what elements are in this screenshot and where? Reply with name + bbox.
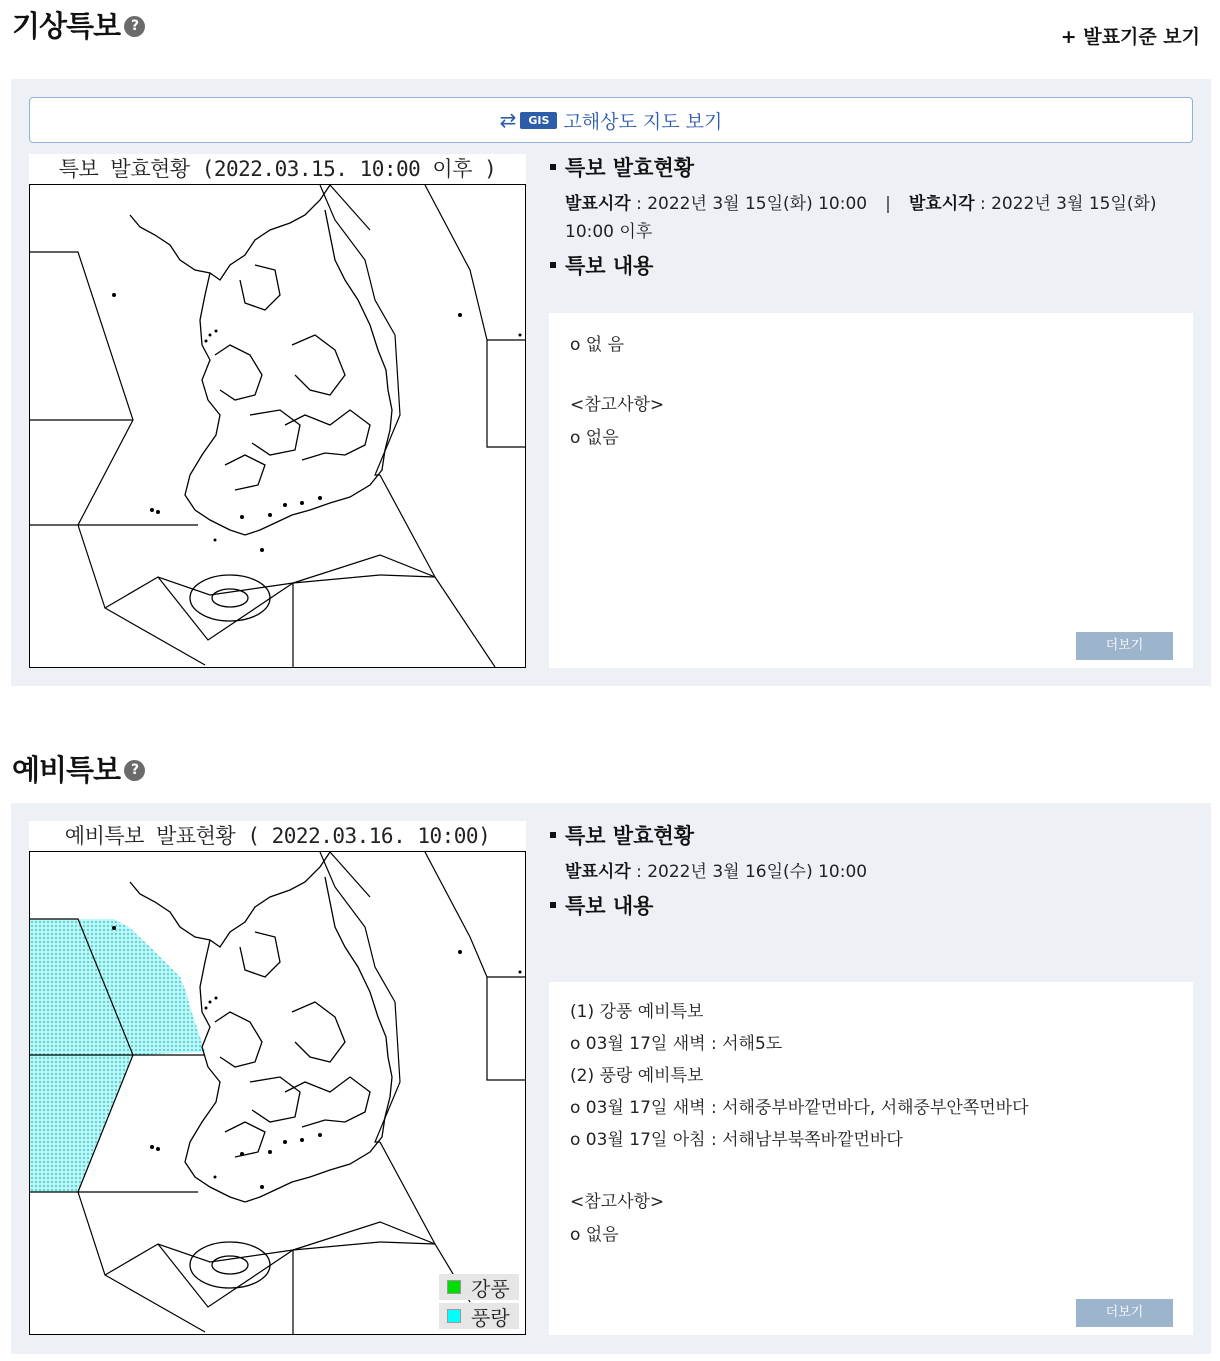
map-frame[interactable] bbox=[29, 851, 526, 1335]
status-heading-text: 특보 발효현황 bbox=[565, 824, 695, 848]
preliminary-warning-title bbox=[12, 748, 145, 789]
content-heading bbox=[549, 250, 1193, 280]
times-row bbox=[565, 858, 1193, 886]
more-button[interactable]: 더보기 bbox=[1076, 1299, 1173, 1327]
gis-map-button[interactable] bbox=[29, 97, 1193, 143]
content-line: o 03월 17일 새벽 : 서해5도 bbox=[570, 1034, 783, 1054]
effective-label: 발효시각 bbox=[908, 194, 975, 214]
weather-warning-title-text: 기상특보 bbox=[12, 9, 121, 43]
legend-wave bbox=[439, 1303, 519, 1329]
content-heading-text: 특보 내용 bbox=[565, 894, 654, 918]
status-heading-text: 특보 발효현황 bbox=[565, 156, 695, 180]
weather-warning-panel bbox=[11, 79, 1211, 686]
criteria-link[interactable]: + 발표기준 보기 bbox=[1060, 26, 1200, 48]
help-icon[interactable]: ? bbox=[124, 16, 145, 37]
content-line: <참고사항> bbox=[570, 1192, 665, 1212]
announce-value: : 2022년 3월 15일(화) 10:00 bbox=[630, 194, 868, 214]
warning-map bbox=[29, 154, 526, 668]
content-line: <참고사항> bbox=[570, 395, 665, 415]
more-button[interactable]: 더보기 bbox=[1076, 632, 1173, 660]
help-icon[interactable]: ? bbox=[124, 760, 145, 781]
content-line: (1) 강풍 예비특보 bbox=[570, 1002, 704, 1022]
map-caption: 예비특보 발표현황 ( 2022.03.16. 10:00) bbox=[64, 824, 491, 848]
content-line: (2) 풍랑 예비특보 bbox=[570, 1066, 704, 1086]
map-caption: 특보 발효현황 (2022.03.15. 10:00 이후 ) bbox=[58, 157, 497, 181]
bullet-icon bbox=[550, 832, 556, 838]
gis-badge: GIS bbox=[520, 112, 557, 129]
gis-button-label: 고해상도 지도 보기 bbox=[563, 110, 723, 133]
preliminary-warning-title-text: 예비특보 bbox=[12, 753, 121, 787]
content-heading bbox=[549, 890, 1193, 920]
effective-value: : 2022년 3월 15일(화) 10:00 이후 bbox=[565, 194, 1157, 242]
content-heading-text: 특보 내용 bbox=[565, 254, 654, 278]
map-frame[interactable] bbox=[29, 184, 526, 668]
content-line: o 없 음 bbox=[570, 335, 625, 355]
content-box bbox=[549, 982, 1193, 1335]
legend-wind-swatch bbox=[447, 1280, 461, 1294]
status-info bbox=[549, 820, 1193, 920]
bullet-icon bbox=[550, 902, 556, 908]
separator: | bbox=[885, 194, 891, 214]
bullet-icon bbox=[550, 262, 556, 268]
weather-warning-title bbox=[12, 4, 145, 45]
preliminary-warning-panel bbox=[11, 803, 1211, 1354]
times-row bbox=[565, 190, 1193, 246]
status-heading bbox=[549, 152, 1193, 182]
content-line: o 03월 17일 새벽 : 서해중부바깥먼바다, 서해중부안쪽먼바다 bbox=[570, 1098, 1029, 1118]
korea-map bbox=[30, 852, 525, 1334]
status-heading bbox=[549, 820, 1193, 850]
announce-value: : 2022년 3월 16일(수) 10:00 bbox=[630, 862, 868, 882]
announce-label: 발표시각 bbox=[565, 862, 631, 882]
preliminary-map bbox=[29, 821, 526, 1335]
legend-wind bbox=[439, 1274, 519, 1300]
korea-map bbox=[30, 185, 525, 667]
content-line: o 03월 17일 아침 : 서해남부북쪽바깥먼바다 bbox=[570, 1130, 903, 1150]
legend-wave-swatch bbox=[447, 1309, 461, 1323]
announce-label: 발표시각 bbox=[565, 194, 631, 214]
legend-wind-label: 강풍 bbox=[471, 1276, 510, 1301]
status-info bbox=[549, 152, 1193, 280]
content-line: o 없음 bbox=[570, 428, 619, 448]
refresh-icon: ⇄ bbox=[499, 108, 517, 132]
content-line: o 없음 bbox=[570, 1225, 619, 1245]
content-box bbox=[549, 313, 1193, 668]
bullet-icon bbox=[550, 164, 556, 170]
legend-wave-label: 풍랑 bbox=[471, 1305, 510, 1330]
